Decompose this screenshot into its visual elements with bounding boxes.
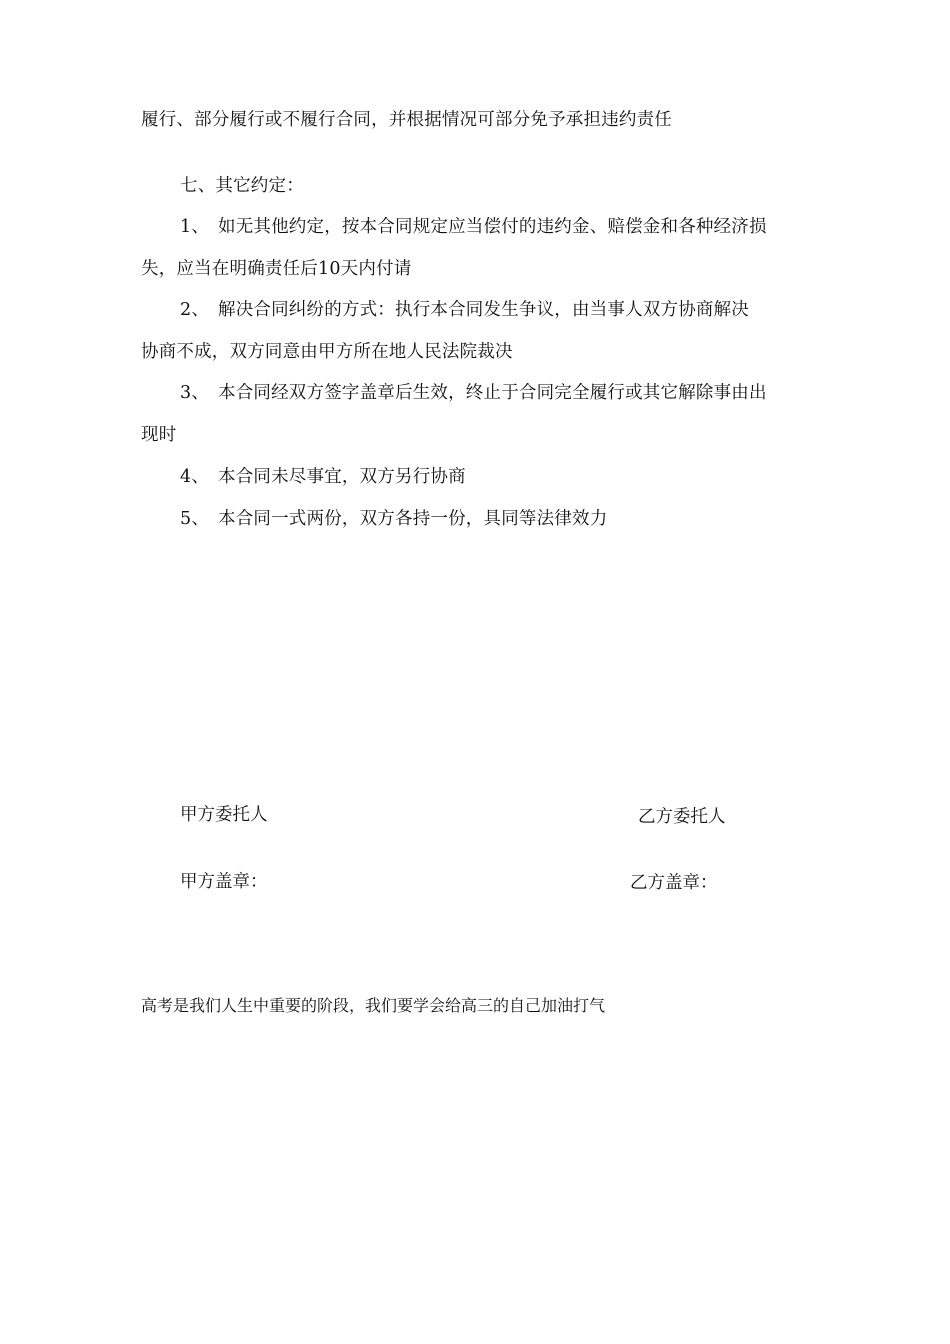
clause-number: 5、	[180, 509, 210, 529]
clause-number: 1、	[180, 217, 210, 237]
clause-1-continuation: 失，应当在明确责任后10天内付请	[141, 259, 412, 279]
clause-2	[180, 298, 749, 322]
clause-2-continuation: 协商不成，双方同意由甲方所在地人民法院裁决	[141, 342, 513, 362]
clause-4	[180, 465, 466, 489]
clause-number: 2、	[180, 300, 210, 320]
clause-text: 本合同未尽事宜，双方另行协商	[218, 467, 466, 487]
party-b-seal-label: 乙方盖章：	[630, 873, 718, 893]
clause-text: 如无其他约定，按本合同规定应当偿付的违约金、赔偿金和各种经济损	[218, 217, 767, 237]
clause-1	[180, 215, 767, 239]
clause-number: 4、	[180, 467, 210, 487]
clause-5	[180, 507, 607, 531]
clause-text: 本合同一式两份，双方各持一份，具同等法律效力	[218, 509, 608, 529]
section-heading: 七、其它约定：	[180, 176, 304, 196]
footer-note: 高考是我们人生中重要的阶段，我们要学会给高三的自己加油打气	[141, 996, 606, 1015]
party-b-agent-label: 乙方委托人	[638, 807, 726, 827]
continuation-text: 履行、部分履行或不履行合同，并根据情况可部分免予承担违约责任	[141, 110, 672, 130]
clause-text: 本合同经双方签字盖章后生效，终止于合同完全履行或其它解除事由出	[218, 383, 767, 403]
clause-text: 解决合同纠纷的方式：执行本合同发生争议，由当事人双方协商解决	[218, 300, 749, 320]
clause-3	[180, 381, 767, 405]
clause-3-continuation: 现时	[141, 425, 177, 445]
clause-number: 3、	[180, 383, 210, 403]
party-a-seal-label: 甲方盖章：	[180, 872, 268, 892]
party-a-agent-label: 甲方委托人	[180, 805, 268, 825]
